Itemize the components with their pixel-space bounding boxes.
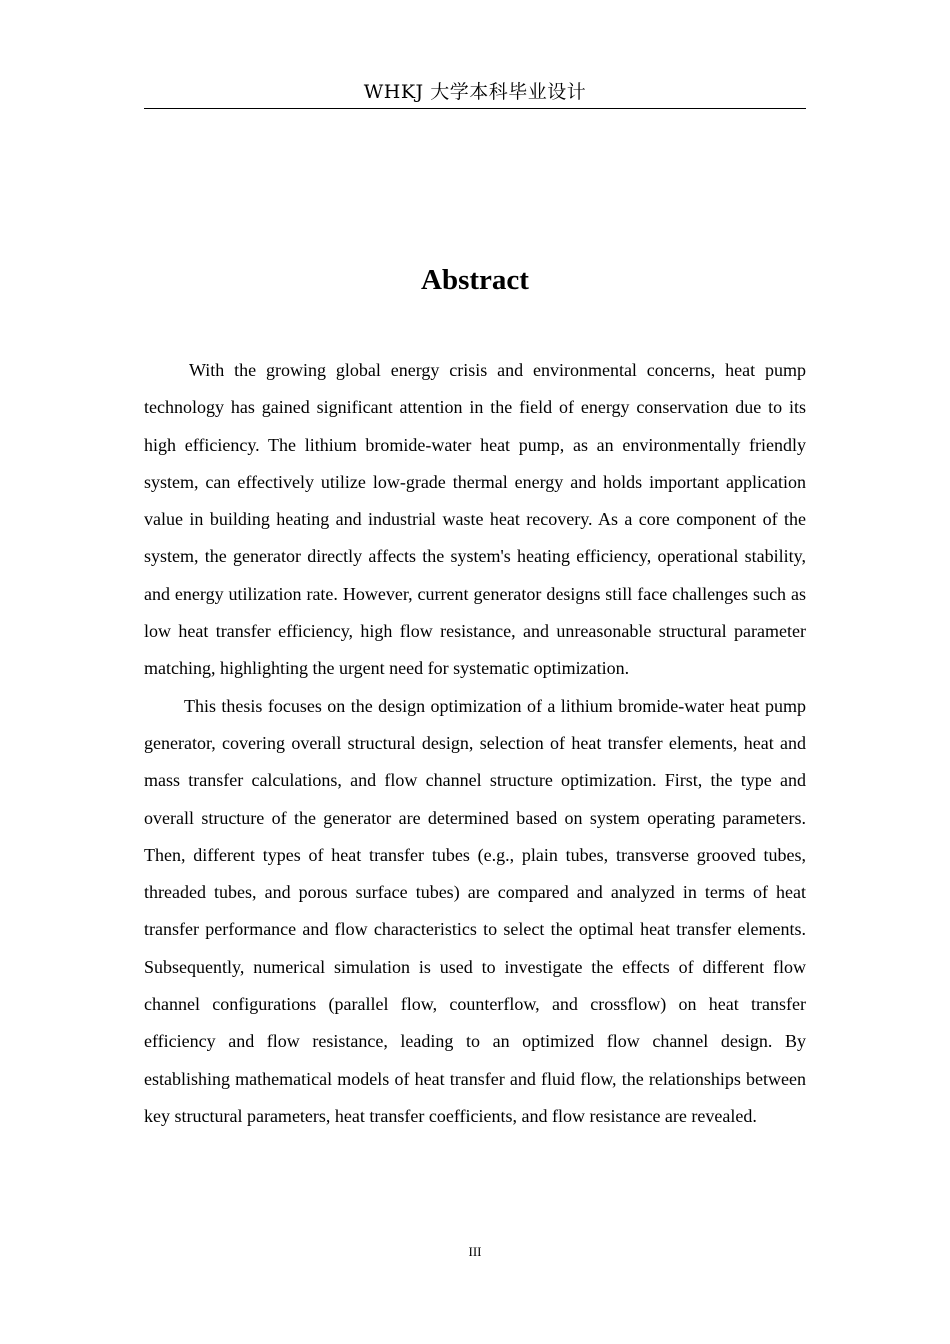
page-header: WHKJ 大学本科毕业设计 — [363, 81, 587, 103]
abstract-paragraph-1: With the growing global energy crisis and environmental concerns, heat pump technology has gained significant attention in the field of energy conservation due to its high efficiency. The lithium bromide-water heat pump, as an environmentally friendly system, can effectively utilize low-grade thermal energy and holds important application value in building heating and industrial waste heat recovery. As a core component of the system, the generator directly affects the system's heating efficiency, operational stability, and energy utilization rate. However, current generator designs still face challenges such as low heat transfer efficiency, high flow resistance, and unreasonable structural parameter matching, highlighting the urgent need for systematic optimization. — [144, 360, 806, 679]
header-rule — [144, 108, 806, 109]
page-number: III — [468, 1244, 482, 1259]
abstract-paragraph-2: This thesis focuses on the design optimization of a lithium bromide-water heat pump generator, covering overall structural design, selection of heat transfer elements, heat and mass transfer calculations, and flow channel structure optimization. First, the type and overall structure of the generator are determined based on system operating parameters. Then, different types of heat transfer tubes (e.g., plain tubes, transverse grooved tubes, threaded tubes, and porous surface tubes) are compared and analyzed in terms of heat transfer performance and flow characteristics to select the optimal heat transfer elements. Subsequently, numerical simulation is used to investigate the effects of different flow channel configurations (parallel flow, counterflow, and crossflow) on heat transfer efficiency and flow resistance, leading to an optimized flow channel design. By establishing mathematical models of heat transfer and fluid flow, the relationships between key structural parameters, heat transfer coefficients, and flow resistance are revealed. — [144, 695, 806, 1126]
abstract-title: Abstract — [421, 264, 529, 296]
abstract-body — [144, 352, 806, 1135]
